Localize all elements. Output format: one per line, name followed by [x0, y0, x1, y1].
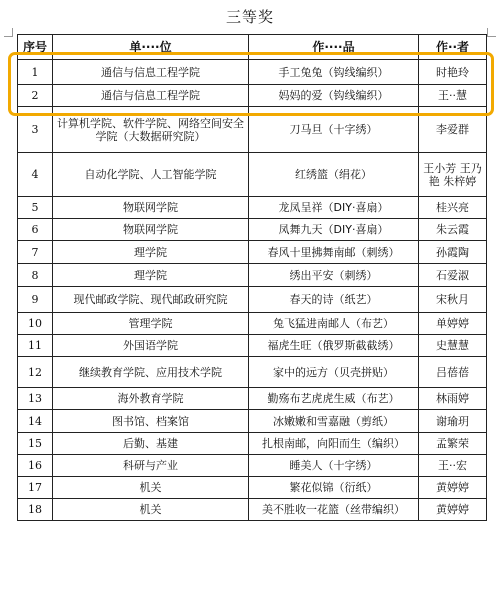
- row-unit: 机关: [53, 499, 249, 521]
- table-row: [18, 477, 487, 499]
- row-index: 1: [18, 60, 53, 85]
- row-unit: 通信与信息工程学院: [53, 85, 249, 107]
- row-author: 李爱群: [419, 107, 487, 153]
- row-unit: 现代邮政学院、现代邮政研究院: [53, 287, 249, 313]
- row-index: 4: [18, 153, 53, 197]
- table-row: [18, 60, 487, 85]
- table-row: [18, 197, 487, 219]
- row-author: 林雨婷: [419, 388, 487, 410]
- row-index: 18: [18, 499, 53, 521]
- row-unit: 计算机学院、软件学院、网络空间安全学院（大数据研究院）: [53, 107, 249, 153]
- row-index: 14: [18, 410, 53, 433]
- row-work: 睡美人（十字绣）: [249, 455, 419, 477]
- row-author: 朱云霞: [419, 219, 487, 241]
- row-author: 宋秋月: [419, 287, 487, 313]
- row-index: 13: [18, 388, 53, 410]
- table-row: [18, 219, 487, 241]
- row-unit: 继续教育学院、应用技术学院: [53, 357, 249, 388]
- row-work: 美不胜收一花篮（丝带编织）: [249, 499, 419, 521]
- row-unit: 理学院: [53, 241, 249, 264]
- page-title: 三等奖: [225, 8, 274, 26]
- row-author: 王··宏: [419, 455, 487, 477]
- table-row: [18, 313, 487, 335]
- row-author: 孟繁荣: [419, 433, 487, 455]
- margin-mark-left: [4, 28, 13, 37]
- table-row: [18, 455, 487, 477]
- row-index: 17: [18, 477, 53, 499]
- table-header-row: [18, 35, 487, 60]
- award-table: [17, 34, 487, 521]
- row-author: 黄婷婷: [419, 499, 487, 521]
- row-work: 勤殇布艺虎虎生威（布艺）: [249, 388, 419, 410]
- header-author: 作··者: [419, 35, 487, 60]
- table-row: [18, 107, 487, 153]
- row-index: 2: [18, 85, 53, 107]
- row-unit: 理学院: [53, 264, 249, 287]
- row-index: 16: [18, 455, 53, 477]
- row-work: 福虎生旺（俄罗斯截截绣）: [249, 335, 419, 357]
- row-index: 10: [18, 313, 53, 335]
- table-row: [18, 433, 487, 455]
- table-row: [18, 287, 487, 313]
- row-index: 15: [18, 433, 53, 455]
- row-work: 兔飞猛进南邮人（布艺）: [249, 313, 419, 335]
- table-row: [18, 85, 487, 107]
- table-row: [18, 410, 487, 433]
- header-unit: 单····位: [53, 35, 249, 60]
- row-work: 扎根南邮，向阳而生（编织）: [249, 433, 419, 455]
- row-unit: 后勤、基建: [53, 433, 249, 455]
- row-unit: 外国语学院: [53, 335, 249, 357]
- row-unit: 物联网学院: [53, 219, 249, 241]
- row-index: 11: [18, 335, 53, 357]
- row-author: 石爱淑: [419, 264, 487, 287]
- row-author: 王小芳 王乃艳 朱梓婷: [419, 153, 487, 197]
- row-author: 谢瑜玥: [419, 410, 487, 433]
- row-work: 手工兔兔（钩线编织）: [249, 60, 419, 85]
- table-row: [18, 388, 487, 410]
- row-author: 孙霞陶: [419, 241, 487, 264]
- row-work: 家中的远方（贝壳拼贴）: [249, 357, 419, 388]
- row-unit: 通信与信息工程学院: [53, 60, 249, 85]
- row-author: 桂兴亮: [419, 197, 487, 219]
- row-unit: 机关: [53, 477, 249, 499]
- row-work: 妈妈的爱（钩线编织）: [249, 85, 419, 107]
- row-work: 龙凤呈祥（DIY·喜扇）: [249, 197, 419, 219]
- row-work: 凤舞九天（DIY·喜扇）: [249, 219, 419, 241]
- row-unit: 管理学院: [53, 313, 249, 335]
- row-work: 红绣篮（绢花）: [249, 153, 419, 197]
- row-unit: 科研与产业: [53, 455, 249, 477]
- row-index: 8: [18, 264, 53, 287]
- row-author: 单婷婷: [419, 313, 487, 335]
- row-author: 黄婷婷: [419, 477, 487, 499]
- margin-mark-right: [487, 28, 496, 37]
- table-body: [18, 60, 487, 521]
- row-author: 史慧慧: [419, 335, 487, 357]
- row-unit: 海外教育学院: [53, 388, 249, 410]
- row-work: 繁花似锦（衍纸）: [249, 477, 419, 499]
- row-index: 12: [18, 357, 53, 388]
- table-row: [18, 153, 487, 197]
- row-author: 时艳玲: [419, 60, 487, 85]
- row-index: 6: [18, 219, 53, 241]
- row-index: 3: [18, 107, 53, 153]
- row-index: 5: [18, 197, 53, 219]
- row-unit: 物联网学院: [53, 197, 249, 219]
- table-row: [18, 499, 487, 521]
- row-work: 刀马旦（十字绣）: [249, 107, 419, 153]
- row-author: 吕蓓蓓: [419, 357, 487, 388]
- row-author: 王··慧: [419, 85, 487, 107]
- table-row: [18, 357, 487, 388]
- row-index: 9: [18, 287, 53, 313]
- row-work: 春风十里拂舞南邮（刺绣）: [249, 241, 419, 264]
- header-index: 序号: [18, 35, 53, 60]
- table-row: [18, 264, 487, 287]
- table-row: [18, 241, 487, 264]
- row-work: 冰嫩嫩和雪嘉融（剪纸）: [249, 410, 419, 433]
- table-row: [18, 335, 487, 357]
- row-work: 绣出平安（刺绣）: [249, 264, 419, 287]
- row-work: 春天的诗（纸艺）: [249, 287, 419, 313]
- row-index: 7: [18, 241, 53, 264]
- header-work: 作····品: [249, 35, 419, 60]
- row-unit: 自动化学院、人工智能学院: [53, 153, 249, 197]
- row-unit: 图书馆、档案馆: [53, 410, 249, 433]
